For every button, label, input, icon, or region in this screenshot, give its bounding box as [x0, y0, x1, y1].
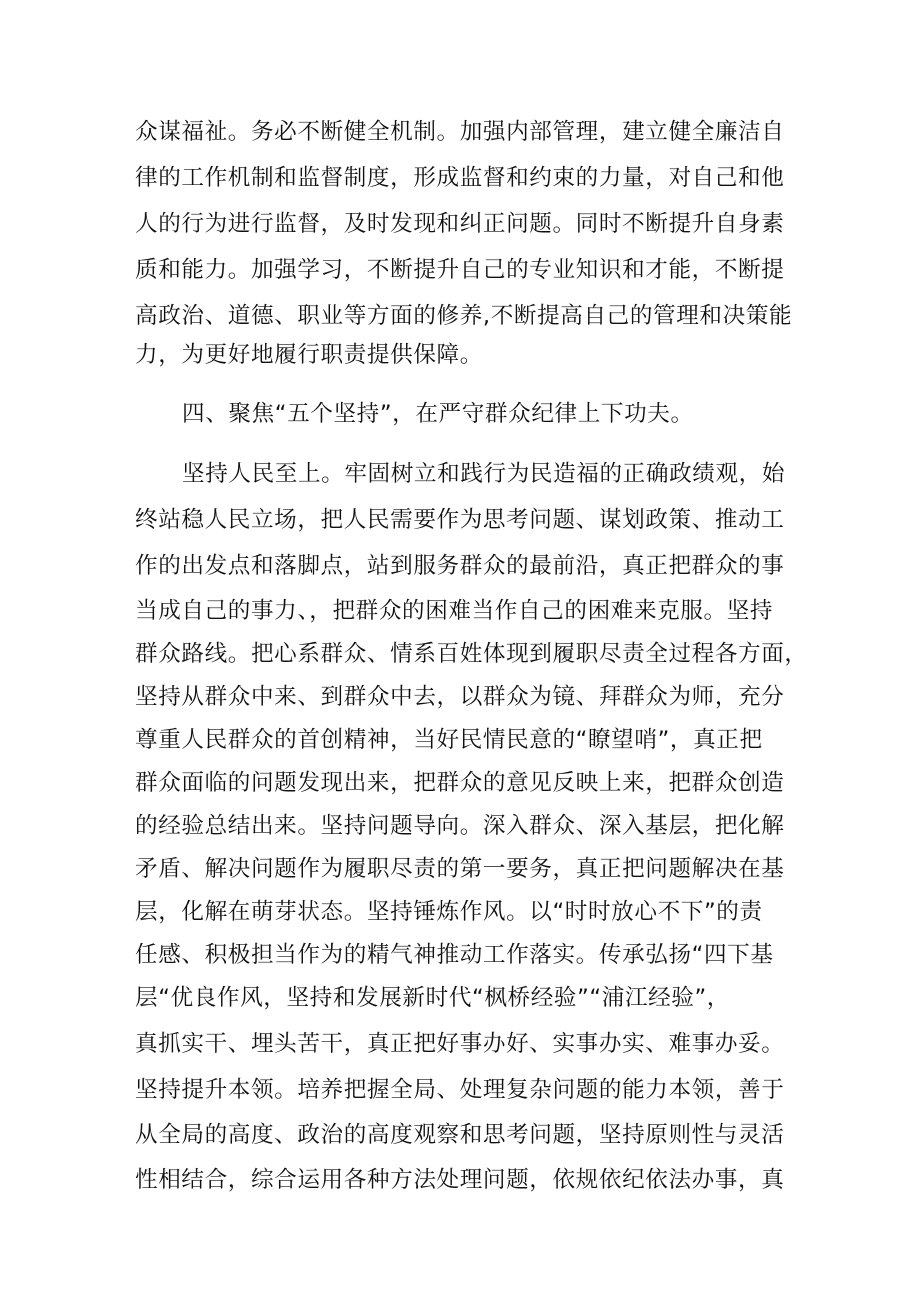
paragraph-line: 坚持人民至上。牢固树立和践行为民造福的正确政绩观，始 [182, 461, 786, 487]
paragraph-line: 群众面临的问题发现出来，把群众的意见反映上来，把群众创造 [135, 770, 785, 796]
paragraph-line: 尊重人民群众的首创精神，当好民情民意的“瞭望哨”，真正把 [135, 727, 763, 753]
paragraph-line: 律的工作机制和监督制度，形成监督和约束的力量，对自己和他 [135, 165, 785, 191]
paragraph-line: 坚持从群众中来、到群众中去，以群众为镜、拜群众为师，充分 [135, 684, 785, 710]
paragraph-line: 性相结合，综合运用各种方法处理问题，依规依纪依法办事，真 [135, 1167, 785, 1193]
paragraph-line: 质和能力。加强学习，不断提升自己的专业知识和才能，不断提 [135, 257, 785, 283]
paragraph-line: 的经验总结出来。坚持问题导向。深入群众、深入基层，把化解 [135, 813, 785, 839]
paragraph-line: 矛盾、解决问题作为履职尽责的第一要务，真正把问题解决在基 [135, 856, 785, 882]
paragraph-line: 力，为更好地履行职责提供保障。 [135, 342, 483, 368]
paragraph-line: 众谋福祉。务必不断健全机制。加强内部管理，建立健全廉洁自 [135, 119, 785, 145]
paragraph-line: 层“优良作风，坚持和发展新时代“枫桥经验”“浦江经验”， [135, 985, 730, 1011]
section-heading: 四、聚焦“五个坚持”，在严守群众纪律上下功夫。 [182, 401, 694, 427]
paragraph-line: 终站稳人民立场，把人民需要作为思考问题、谋划政策、推动工 [135, 507, 785, 533]
paragraph-line: 作的出发点和落脚点，站到服务群众的最前沿，真正把群众的事 [135, 553, 785, 579]
paragraph-line: 真抓实干、埋头苦干，真正把好事办好、实事办实、难事办妥。 [135, 1031, 785, 1057]
paragraph-line: 高政治、道德、职业等方面的修养,不断提高自己的管理和决策能 [135, 303, 793, 329]
paragraph-line: 任感、积极担当作为的精气神推动工作落实。传承弘扬“四下基 [135, 942, 774, 968]
paragraph-line: 人的行为进行监督，及时发现和纠正问题。同时不断提升自身素 [135, 211, 785, 237]
paragraph-line: 当成自己的事力、，把群众的困难当作自己的困难来克服。坚持 [135, 598, 774, 624]
paragraph-line: 从全局的高度、政治的高度观察和思考问题，坚持原则性与灵活 [135, 1122, 785, 1148]
paragraph-line: 层，化解在萌芽状态。坚持锤炼作风。以“时时放心不下”的责 [135, 899, 763, 925]
paragraph-line: 群众路线。把心系群众、情系百姓体现到履职尽责全过程各方面， [135, 641, 808, 667]
paragraph-line: 坚持提升本领。培养把握全局、处理复杂问题的能力本领，善于 [135, 1077, 785, 1103]
